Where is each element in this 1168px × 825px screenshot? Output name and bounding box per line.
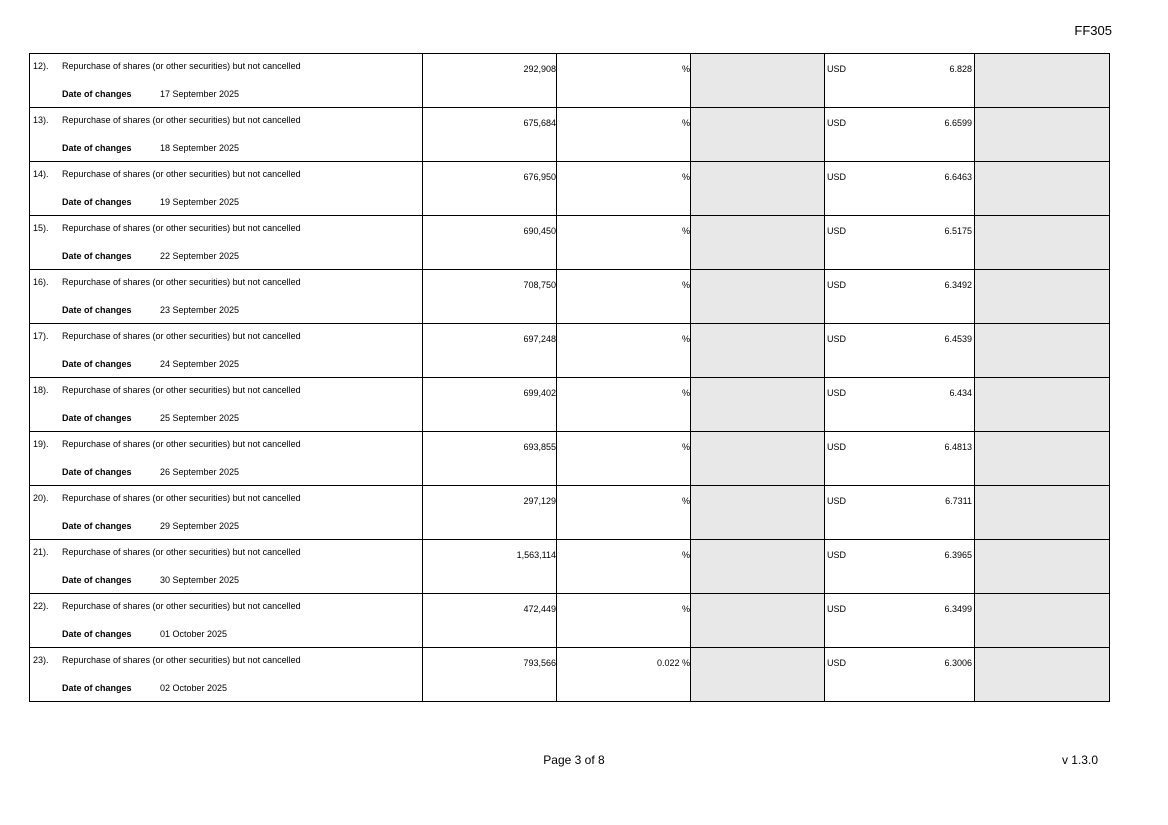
percent-value: % xyxy=(681,442,690,452)
price-value: 6.3006 xyxy=(944,658,972,668)
table-body xyxy=(30,54,1110,702)
percent-cell xyxy=(557,54,691,108)
blank-shaded-cell xyxy=(691,108,825,162)
shares-value: 699,402 xyxy=(523,388,556,398)
date-label: Date of changes xyxy=(62,305,132,315)
percent-cell xyxy=(557,270,691,324)
blank-shaded-cell xyxy=(691,216,825,270)
percent-cell xyxy=(557,324,691,378)
row-description: Repurchase of shares (or other securities) but not cancelled xyxy=(62,277,301,287)
price-cell xyxy=(825,270,975,324)
price-value: 6.7311 xyxy=(945,496,972,506)
shares-cell xyxy=(423,648,557,702)
description-cell xyxy=(30,162,423,216)
blank-shaded-cell xyxy=(975,594,1110,648)
description-cell xyxy=(30,108,423,162)
price-cell xyxy=(825,378,975,432)
repurchase-table xyxy=(29,53,1110,702)
shares-cell xyxy=(423,54,557,108)
date-label: Date of changes xyxy=(62,629,132,639)
table-row xyxy=(30,270,1110,324)
percent-value: % xyxy=(681,550,690,560)
blank-shaded-cell xyxy=(691,54,825,108)
table-row xyxy=(30,540,1110,594)
description-cell xyxy=(30,54,423,108)
blank-shaded-cell xyxy=(691,270,825,324)
currency-value: USD xyxy=(827,658,847,668)
shares-cell xyxy=(423,432,557,486)
currency-value: USD xyxy=(827,334,847,344)
date-label: Date of changes xyxy=(62,575,132,585)
row-description: Repurchase of shares (or other securities) but not cancelled xyxy=(62,169,301,179)
shares-value: 793,566 xyxy=(523,658,556,668)
date-label: Date of changes xyxy=(62,197,132,207)
price-value: 6.4813 xyxy=(944,442,972,452)
price-cell xyxy=(825,540,975,594)
shares-cell xyxy=(423,108,557,162)
shares-value: 292,908 xyxy=(523,64,556,74)
row-index: 16). xyxy=(33,277,49,287)
shares-cell xyxy=(423,324,557,378)
row-description: Repurchase of shares (or other securities) but not cancelled xyxy=(62,655,301,665)
shares-cell xyxy=(423,486,557,540)
row-index: 13). xyxy=(33,115,49,125)
row-description: Repurchase of shares (or other securities) but not cancelled xyxy=(62,439,301,449)
form-code: FF305 xyxy=(1074,23,1112,38)
blank-shaded-cell xyxy=(975,540,1110,594)
currency-value: USD xyxy=(827,604,847,614)
shares-value: 693,855 xyxy=(523,442,556,452)
price-value: 6.6599 xyxy=(944,118,972,128)
description-cell xyxy=(30,540,423,594)
price-value: 6.4539 xyxy=(944,334,972,344)
percent-value: 0.022 % xyxy=(656,658,690,668)
blank-shaded-cell xyxy=(975,648,1110,702)
percent-cell xyxy=(557,648,691,702)
row-index: 12). xyxy=(33,61,49,71)
row-description: Repurchase of shares (or other securities) but not cancelled xyxy=(62,115,301,125)
date-label: Date of changes xyxy=(62,683,132,693)
row-description: Repurchase of shares (or other securities) but not cancelled xyxy=(62,61,301,71)
blank-shaded-cell xyxy=(975,432,1110,486)
date-value: 22 September 2025 xyxy=(160,251,240,261)
percent-value: % xyxy=(681,118,690,128)
date-value: 18 September 2025 xyxy=(160,143,240,153)
date-label: Date of changes xyxy=(62,359,132,369)
price-value: 6.3499 xyxy=(944,604,972,614)
row-index: 15). xyxy=(33,223,49,233)
blank-shaded-cell xyxy=(975,216,1110,270)
currency-value: USD xyxy=(827,388,847,398)
date-label: Date of changes xyxy=(62,143,132,153)
percent-cell xyxy=(557,378,691,432)
date-value: 24 September 2025 xyxy=(160,359,240,369)
row-index: 19). xyxy=(33,439,49,449)
description-cell xyxy=(30,594,423,648)
percent-cell xyxy=(557,432,691,486)
price-cell xyxy=(825,162,975,216)
blank-shaded-cell xyxy=(691,162,825,216)
description-cell xyxy=(30,432,423,486)
price-cell xyxy=(825,216,975,270)
percent-cell xyxy=(557,162,691,216)
date-value: 01 October 2025 xyxy=(160,629,228,639)
percent-cell xyxy=(557,108,691,162)
date-value: 29 September 2025 xyxy=(160,521,240,531)
blank-shaded-cell xyxy=(691,540,825,594)
shares-value: 697,248 xyxy=(523,334,556,344)
row-index: 17). xyxy=(33,331,49,341)
blank-shaded-cell xyxy=(691,324,825,378)
shares-cell xyxy=(423,378,557,432)
blank-shaded-cell xyxy=(691,486,825,540)
percent-value: % xyxy=(681,604,690,614)
currency-value: USD xyxy=(827,442,847,452)
price-value: 6.3965 xyxy=(944,550,972,560)
description-cell xyxy=(30,378,423,432)
shares-cell xyxy=(423,216,557,270)
page-number: Page 3 of 8 xyxy=(543,753,605,767)
price-cell xyxy=(825,324,975,378)
date-value: 02 October 2025 xyxy=(160,683,228,693)
percent-value: % xyxy=(681,280,690,290)
blank-shaded-cell xyxy=(975,324,1110,378)
price-cell xyxy=(825,54,975,108)
table-row xyxy=(30,216,1110,270)
date-label: Date of changes xyxy=(62,413,132,423)
date-value: 30 September 2025 xyxy=(160,575,240,585)
price-value: 6.5175 xyxy=(944,226,972,236)
percent-value: % xyxy=(681,496,690,506)
currency-value: USD xyxy=(827,226,847,236)
shares-value: 708,750 xyxy=(523,280,556,290)
row-description: Repurchase of shares (or other securities) but not cancelled xyxy=(62,547,301,557)
date-value: 19 September 2025 xyxy=(160,197,240,207)
table-row xyxy=(30,54,1110,108)
table-row xyxy=(30,324,1110,378)
blank-shaded-cell xyxy=(691,594,825,648)
price-cell xyxy=(825,108,975,162)
shares-value: 297,129 xyxy=(523,496,556,506)
blank-shaded-cell xyxy=(691,378,825,432)
percent-value: % xyxy=(681,334,690,344)
table-row xyxy=(30,648,1110,702)
percent-value: % xyxy=(681,172,690,182)
shares-value: 690,450 xyxy=(523,226,556,236)
date-value: 17 September 2025 xyxy=(160,89,240,99)
shares-value: 675,684 xyxy=(523,118,556,128)
table-row xyxy=(30,432,1110,486)
description-cell xyxy=(30,216,423,270)
description-cell xyxy=(30,486,423,540)
shares-value: 472,449 xyxy=(523,604,556,614)
row-description: Repurchase of shares (or other securities) but not cancelled xyxy=(62,601,301,611)
blank-shaded-cell xyxy=(691,432,825,486)
shares-cell xyxy=(423,270,557,324)
percent-cell xyxy=(557,216,691,270)
row-description: Repurchase of shares (or other securities) but not cancelled xyxy=(62,385,301,395)
table-row xyxy=(30,108,1110,162)
date-label: Date of changes xyxy=(62,521,132,531)
currency-value: USD xyxy=(827,118,847,128)
price-cell xyxy=(825,486,975,540)
price-value: 6.3492 xyxy=(944,280,972,290)
blank-shaded-cell xyxy=(975,486,1110,540)
price-cell xyxy=(825,648,975,702)
blank-shaded-cell xyxy=(975,54,1110,108)
blank-shaded-cell xyxy=(975,270,1110,324)
blank-shaded-cell xyxy=(691,648,825,702)
date-value: 23 September 2025 xyxy=(160,305,240,315)
price-value: 6.434 xyxy=(949,388,972,398)
table-row xyxy=(30,594,1110,648)
percent-value: % xyxy=(681,64,690,74)
row-index: 18). xyxy=(33,385,49,395)
blank-shaded-cell xyxy=(975,108,1110,162)
shares-cell xyxy=(423,162,557,216)
price-cell xyxy=(825,594,975,648)
table-row xyxy=(30,486,1110,540)
price-cell xyxy=(825,432,975,486)
percent-cell xyxy=(557,594,691,648)
row-description: Repurchase of shares (or other securities) but not cancelled xyxy=(62,223,301,233)
date-value: 25 September 2025 xyxy=(160,413,240,423)
price-value: 6.828 xyxy=(949,64,972,74)
table-row xyxy=(30,378,1110,432)
shares-cell xyxy=(423,540,557,594)
description-cell xyxy=(30,270,423,324)
description-cell xyxy=(30,648,423,702)
shares-cell xyxy=(423,594,557,648)
row-index: 20). xyxy=(33,493,49,503)
blank-shaded-cell xyxy=(975,162,1110,216)
currency-value: USD xyxy=(827,64,847,74)
description-cell xyxy=(30,324,423,378)
date-value: 26 September 2025 xyxy=(160,467,240,477)
shares-value: 676,950 xyxy=(523,172,556,182)
row-index: 23). xyxy=(33,655,49,665)
currency-value: USD xyxy=(827,172,847,182)
row-description: Repurchase of shares (or other securities) but not cancelled xyxy=(62,331,301,341)
date-label: Date of changes xyxy=(62,251,132,261)
shares-value: 1,563,114 xyxy=(516,550,556,560)
version-label: v 1.3.0 xyxy=(1061,753,1098,767)
date-label: Date of changes xyxy=(62,467,132,477)
row-index: 21). xyxy=(33,547,49,557)
currency-value: USD xyxy=(827,496,847,506)
table-row xyxy=(30,162,1110,216)
price-value: 6.6463 xyxy=(944,172,972,182)
row-description: Repurchase of shares (or other securities) but not cancelled xyxy=(62,493,301,503)
currency-value: USD xyxy=(827,550,847,560)
row-index: 22). xyxy=(33,601,49,611)
row-index: 14). xyxy=(33,169,49,179)
blank-shaded-cell xyxy=(975,378,1110,432)
percent-value: % xyxy=(681,388,690,398)
percent-cell xyxy=(557,540,691,594)
percent-value: % xyxy=(681,226,690,236)
currency-value: USD xyxy=(827,280,847,290)
percent-cell xyxy=(557,486,691,540)
date-label: Date of changes xyxy=(62,89,132,99)
